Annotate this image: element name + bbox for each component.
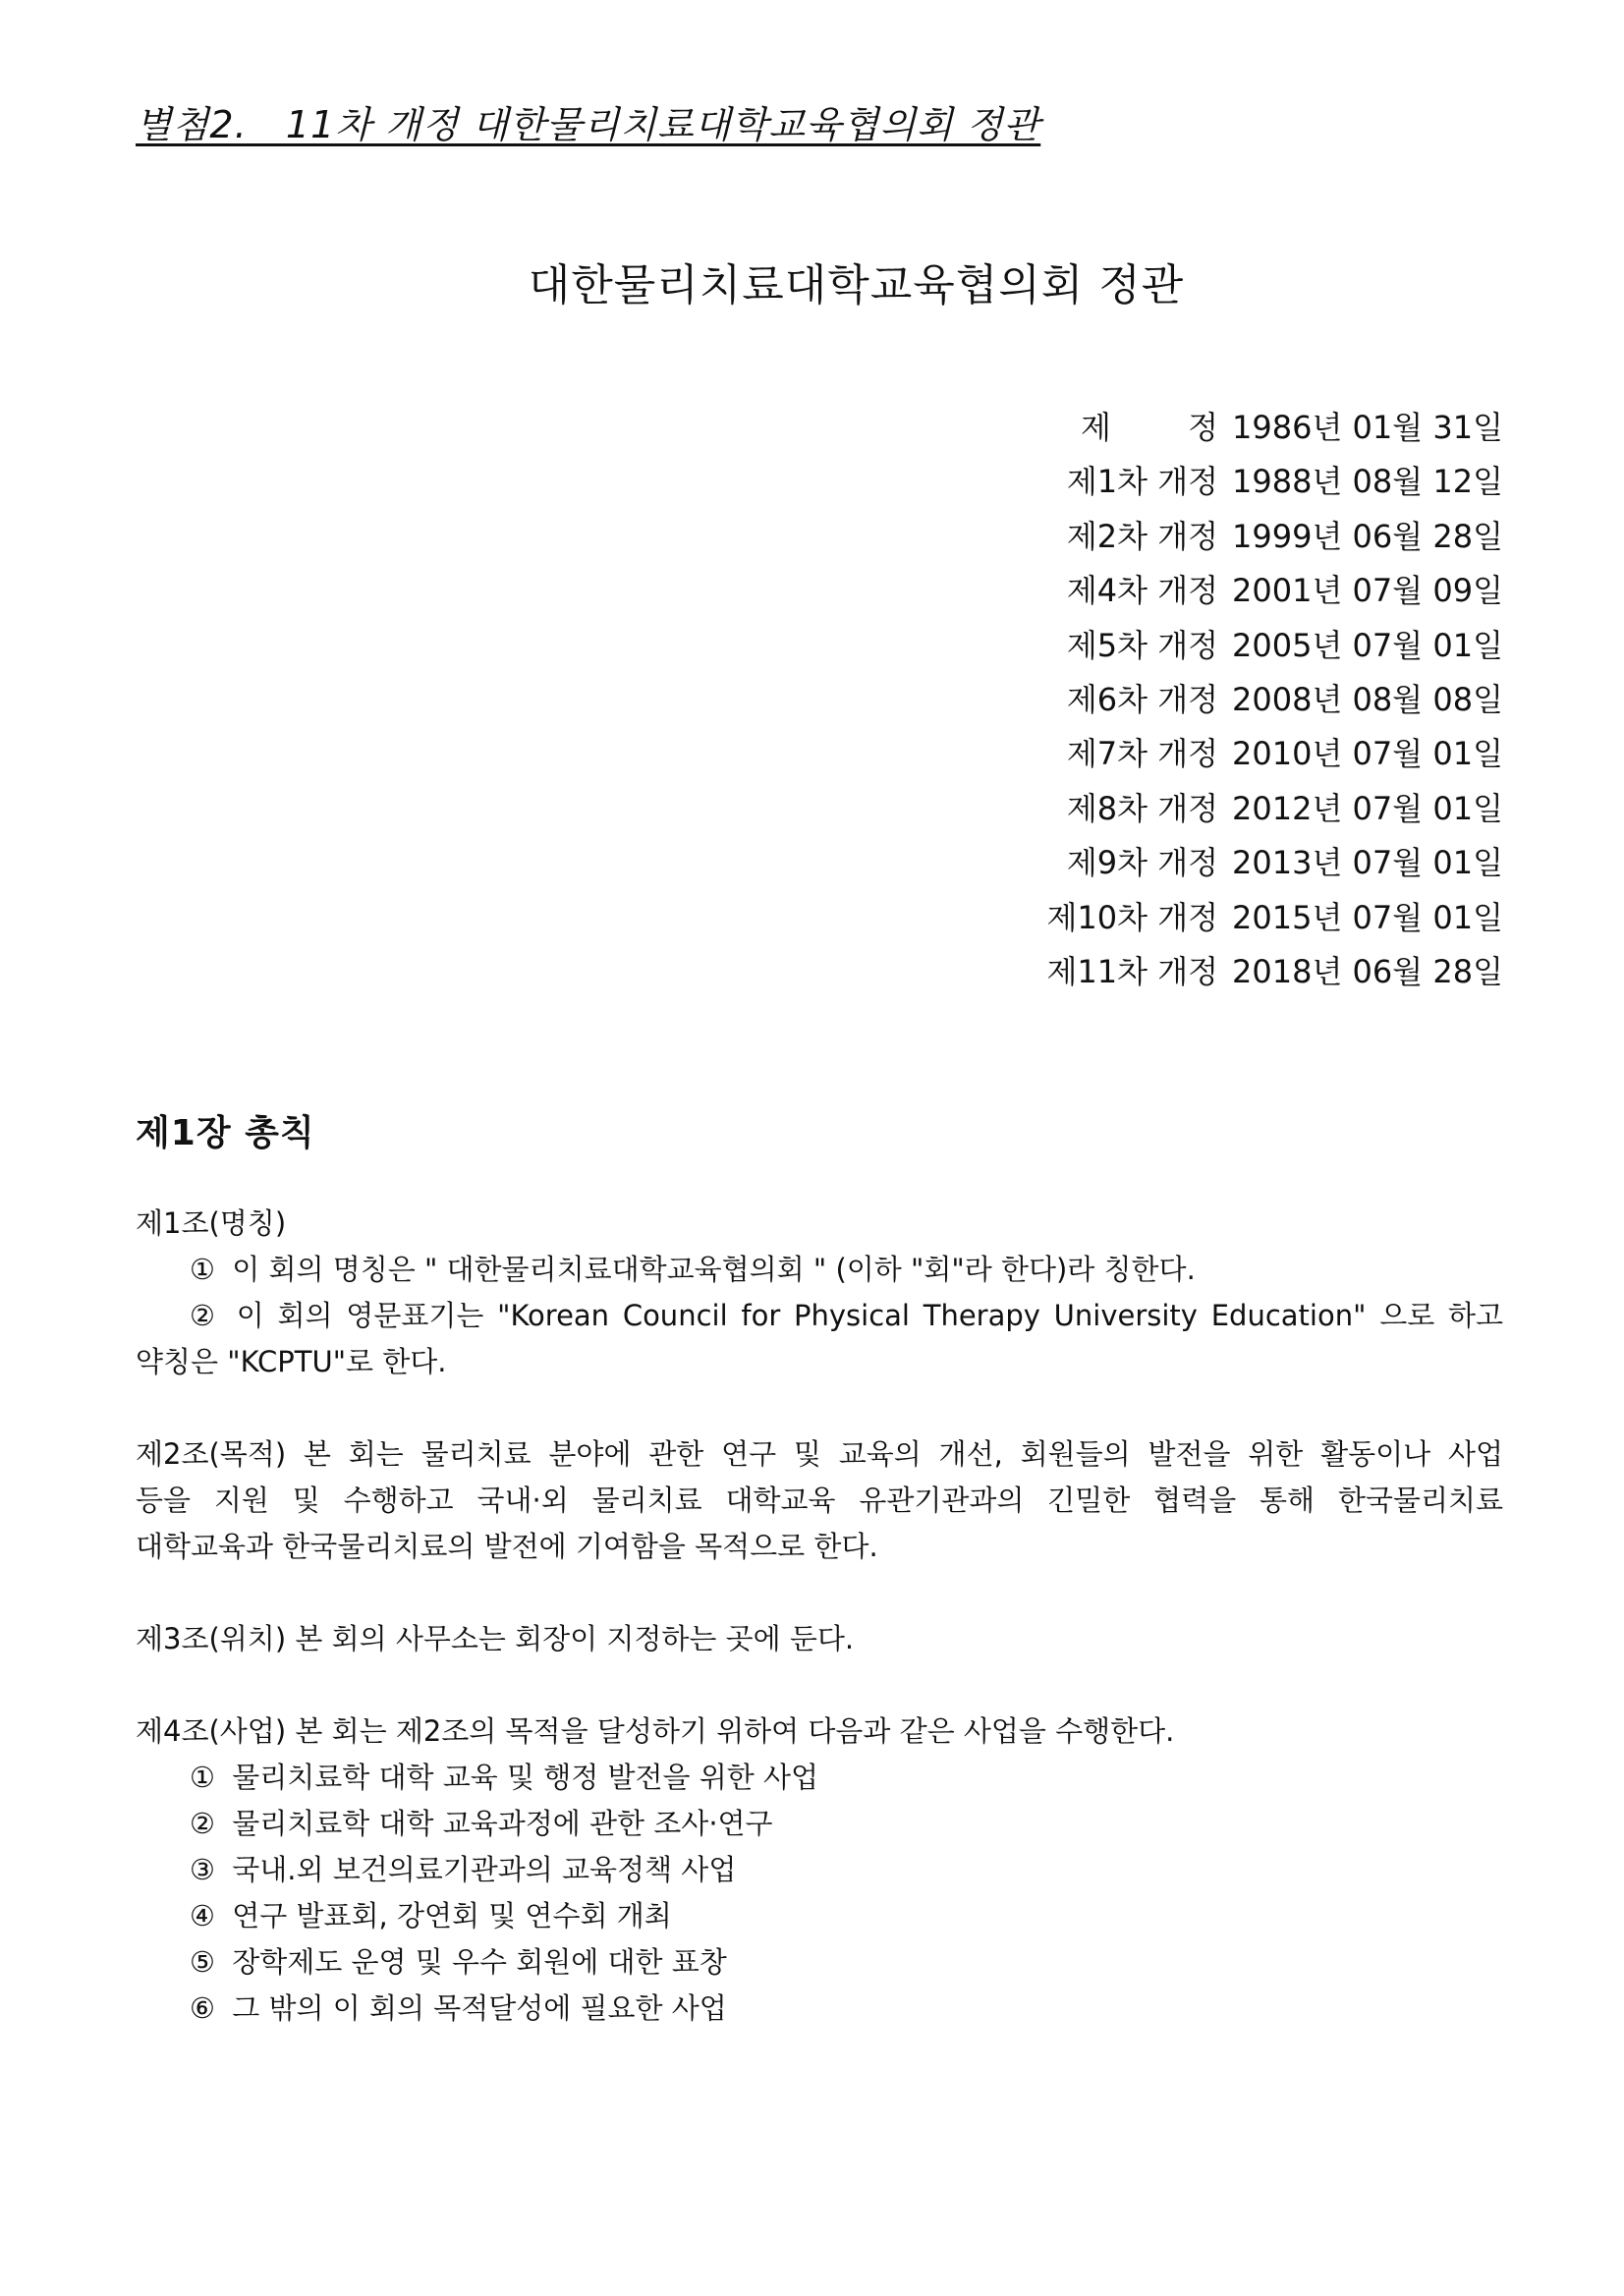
item-continuation: 약칭은 "KCPTU"로 한다. — [136, 1345, 447, 1378]
revision-label: 제2차 개정 — [1066, 517, 1219, 555]
item-number: ⑤ — [190, 1945, 215, 1979]
item-text: 물리치료학 대학 교육과정에 관한 조사·연구 — [232, 1807, 773, 1840]
item-text: 연구 발표회, 강연회 및 연수회 개최 — [232, 1899, 672, 1932]
revision-label: 제10차 개정 — [1046, 898, 1219, 936]
revision-date: 2012년 07월 01일 — [1232, 789, 1503, 827]
revision-date: 1988년 08월 12일 — [1232, 463, 1503, 501]
revision-label: 제9차 개정 — [1066, 844, 1219, 882]
revision-label: 제5차 개정 — [1066, 626, 1219, 664]
revision-row — [815, 675, 1503, 729]
revision-date: 1986년 01월 31일 — [1232, 409, 1503, 446]
attachment-title: 별첨2. 11차 개정 대한물리치료대학교육협의회 정관 — [136, 103, 1041, 146]
item-text: 국내.외 보건의료기관과의 교육정책 사업 — [232, 1853, 737, 1886]
list-item — [136, 1939, 1503, 1986]
revision-label: 제7차 개정 — [1066, 735, 1219, 773]
item-number: ① — [190, 1253, 215, 1286]
item-number: ② — [190, 1807, 215, 1840]
item-number: ④ — [190, 1899, 215, 1932]
revision-date: 1999년 06월 28일 — [1232, 517, 1503, 555]
revision-row — [815, 893, 1503, 947]
revision-date: 2005년 07월 01일 — [1232, 626, 1503, 664]
list-item — [136, 1986, 1503, 2032]
item-number: ③ — [190, 1853, 215, 1886]
revision-date: 2001년 07월 09일 — [1232, 572, 1503, 610]
list-item — [136, 1247, 1503, 1293]
article-3 — [136, 1616, 1503, 1662]
item-text: 이 회의 명칭은 " 대한물리치료대학교육협의회 " (이하 "회"라 한다)라 칭한다. — [232, 1253, 1196, 1286]
item-text: 이 회의 영문표기는 "Korean Council for Physical Therapy University Education" 으로 하고 — [236, 1299, 1503, 1332]
revision-date: 2010년 07월 01일 — [1232, 735, 1503, 773]
article-line: 제2조(목적) 본 회는 물리치료 분야에 관한 연구 및 교육의 개선, 회원들의 발전을 위한 활동이나 사업 — [136, 1437, 1503, 1471]
article-line: 등을 지원 및 수행하고 국내·외 물리치료 대학교육 유관기관과의 긴밀한 협력을 통해 한국물리치료 — [136, 1484, 1503, 1517]
revision-label: 제 정 — [1081, 409, 1219, 446]
article-line: 대학교육과 한국물리치료의 발전에 기여함을 목적으로 한다. — [136, 1530, 878, 1563]
revision-row — [815, 403, 1503, 457]
chapter-heading: 제1장 총칙 — [136, 1113, 315, 1153]
list-item — [136, 1893, 1503, 1939]
revision-date: 2015년 07월 01일 — [1232, 898, 1503, 936]
revision-row — [815, 566, 1503, 620]
revision-label: 제11차 개정 — [1046, 952, 1219, 990]
item-text: 장학제도 운영 및 우수 회원에 대한 표창 — [232, 1945, 727, 1979]
revision-history — [815, 403, 1503, 1001]
revision-label: 제8차 개정 — [1066, 789, 1219, 827]
article-1 — [136, 1201, 1503, 1385]
revision-row — [815, 784, 1503, 838]
article-title: 제1조(명칭) — [136, 1206, 287, 1240]
article-line: 제4조(사업) 본 회는 제2조의 목적을 달성하기 위하여 다음과 같은 사업을 수행한다. — [136, 1714, 1175, 1748]
revision-row — [815, 947, 1503, 1001]
revision-label: 제1차 개정 — [1066, 463, 1219, 501]
list-item — [136, 1293, 1503, 1339]
item-number: ① — [190, 1761, 215, 1794]
item-number: ② — [190, 1299, 215, 1332]
article-line: 제3조(위치) 본 회의 사무소는 회장이 지정하는 곳에 둔다. — [136, 1622, 855, 1655]
list-item — [136, 1847, 1503, 1893]
document-title: 대한물리치료대학교육협의회 정관 — [528, 260, 1185, 310]
revision-date: 2018년 06월 28일 — [1232, 952, 1503, 990]
revision-date: 2008년 08월 08일 — [1232, 680, 1503, 718]
article-2 — [136, 1431, 1503, 1570]
revision-date: 2013년 07월 01일 — [1232, 844, 1503, 882]
item-text: 그 밖의 이 회의 목적달성에 필요한 사업 — [232, 1991, 727, 2025]
list-item — [136, 1755, 1503, 1801]
item-number: ⑥ — [190, 1991, 215, 2025]
revision-row — [815, 457, 1503, 511]
revision-label: 제4차 개정 — [1066, 572, 1219, 610]
revision-row — [815, 621, 1503, 675]
article-4 — [136, 1708, 1503, 2032]
list-item — [136, 1801, 1503, 1847]
revision-label: 제6차 개정 — [1066, 680, 1219, 718]
revision-row — [815, 838, 1503, 892]
item-text: 물리치료학 대학 교육 및 행정 발전을 위한 사업 — [232, 1761, 819, 1794]
revision-row — [815, 729, 1503, 783]
revision-row — [815, 512, 1503, 566]
